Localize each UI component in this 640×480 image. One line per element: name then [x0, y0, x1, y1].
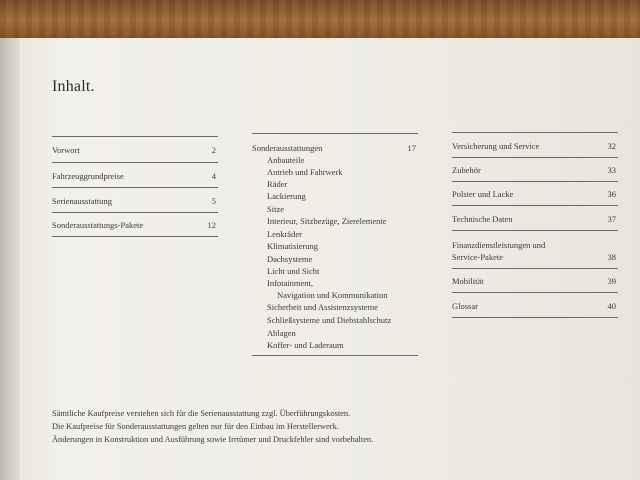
toc-entry-label: Serienausstattung: [52, 196, 112, 206]
toc-subentry[interactable]: Koffer- und Laderaum: [267, 340, 344, 350]
toc-subentry[interactable]: Lackierung: [267, 191, 306, 201]
toc-entry-page: 37: [607, 214, 616, 224]
toc-subentry[interactable]: Navigation und Kommunikation: [277, 290, 388, 300]
page-fold-edge: [0, 38, 20, 480]
toc-left-column: [52, 136, 218, 237]
toc-subentry[interactable]: Infotainment,: [267, 278, 314, 288]
toc-entry-label: Polster und Lacke: [452, 189, 514, 199]
toc-entry[interactable]: [52, 137, 218, 163]
toc-entry-page: 33: [607, 165, 616, 175]
toc-entry-label: Fahrzeuggrundpreise: [52, 171, 124, 181]
toc-entry-label: Finanzdienstleistungen und: [452, 240, 546, 250]
toc-entry-label: Technische Daten: [452, 214, 513, 224]
toc-entry-page: 39: [607, 276, 616, 286]
toc-entry-page: 2: [211, 145, 216, 155]
toc-entry-label: Versicherung und Service: [452, 141, 540, 151]
toc-entry[interactable]: [452, 182, 618, 206]
toc-entry[interactable]: [452, 206, 618, 231]
toc-entry-label: Mobilität: [452, 276, 484, 286]
disclaimer-line: Änderungen in Konstruktion und Ausführung sowie Irrtümer und Druckfehler sind vorbehalten.: [52, 435, 374, 444]
toc-entry[interactable]: [452, 293, 618, 318]
toc-entry-page: 12: [207, 220, 216, 230]
toc-entry-page: 36: [607, 189, 616, 199]
toc-entry[interactable]: [52, 163, 218, 188]
toc-entry-label: Sonderausstattungs-Pakete: [52, 220, 144, 230]
toc-entry[interactable]: [452, 231, 618, 269]
toc-entry-label: Sonderausstattungen: [252, 143, 323, 153]
toc-entry-page: 40: [607, 301, 616, 311]
toc-subentry[interactable]: Ablagen: [267, 328, 296, 338]
toc-subentry[interactable]: Dachsysteme: [267, 254, 313, 264]
toc-entry[interactable]: [52, 188, 218, 213]
toc-subentry[interactable]: Lenkräder: [267, 229, 302, 239]
toc-entry-label: Zubehör: [452, 165, 481, 175]
toc-entry-label: Vorwort: [52, 145, 80, 155]
toc-subentry[interactable]: Antrieb und Fahrwerk: [267, 167, 343, 177]
toc-subentry[interactable]: Interieur, Sitzbezüge, Zierelemente: [267, 216, 387, 226]
toc-entry-page: 17: [407, 143, 416, 153]
toc-entry-label-line2: Service-Pakete: [452, 252, 503, 262]
toc-entry-page: 5: [211, 196, 216, 206]
toc-entry-sonderausstattungen[interactable]: [252, 134, 418, 152]
toc-entry[interactable]: [452, 158, 618, 182]
toc-entry-label: Glossar: [452, 301, 478, 311]
toc-subentry[interactable]: Sitze: [267, 204, 284, 214]
page-title: Inhalt.: [52, 78, 95, 95]
toc-entry[interactable]: [452, 133, 618, 158]
toc-middle-column: [252, 133, 418, 359]
toc-entry[interactable]: [52, 213, 218, 237]
toc-subentry[interactable]: Licht und Sicht: [267, 266, 320, 276]
toc-subentry[interactable]: Anbauteile: [267, 155, 305, 165]
toc-entry-page: 4: [211, 171, 216, 181]
toc-right-column: [452, 132, 618, 318]
toc-subentry[interactable]: Sicherheit und Assistenzsysteme: [267, 302, 378, 312]
toc-entry-page: 38: [607, 252, 616, 262]
toc-entry-page: 32: [607, 141, 616, 151]
toc-subentry[interactable]: Klimatisierung: [267, 241, 318, 251]
toc-subentry[interactable]: Räder: [267, 179, 288, 189]
disclaimer-line: Sämtliche Kaufpreise verstehen sich für die Serienausstattung zzgl. Überführungskosten.: [52, 409, 351, 418]
toc-entry[interactable]: [452, 269, 618, 293]
toc-subentry[interactable]: Schließsysteme und Diebstahlschutz: [267, 315, 392, 325]
price-disclaimer: [52, 407, 373, 446]
disclaimer-line: Die Kaufpreise für Sonderausstattungen gelten nur für den Einbau im Herstellerwerk.: [52, 422, 339, 431]
toc-bottom-rule: [252, 355, 418, 356]
